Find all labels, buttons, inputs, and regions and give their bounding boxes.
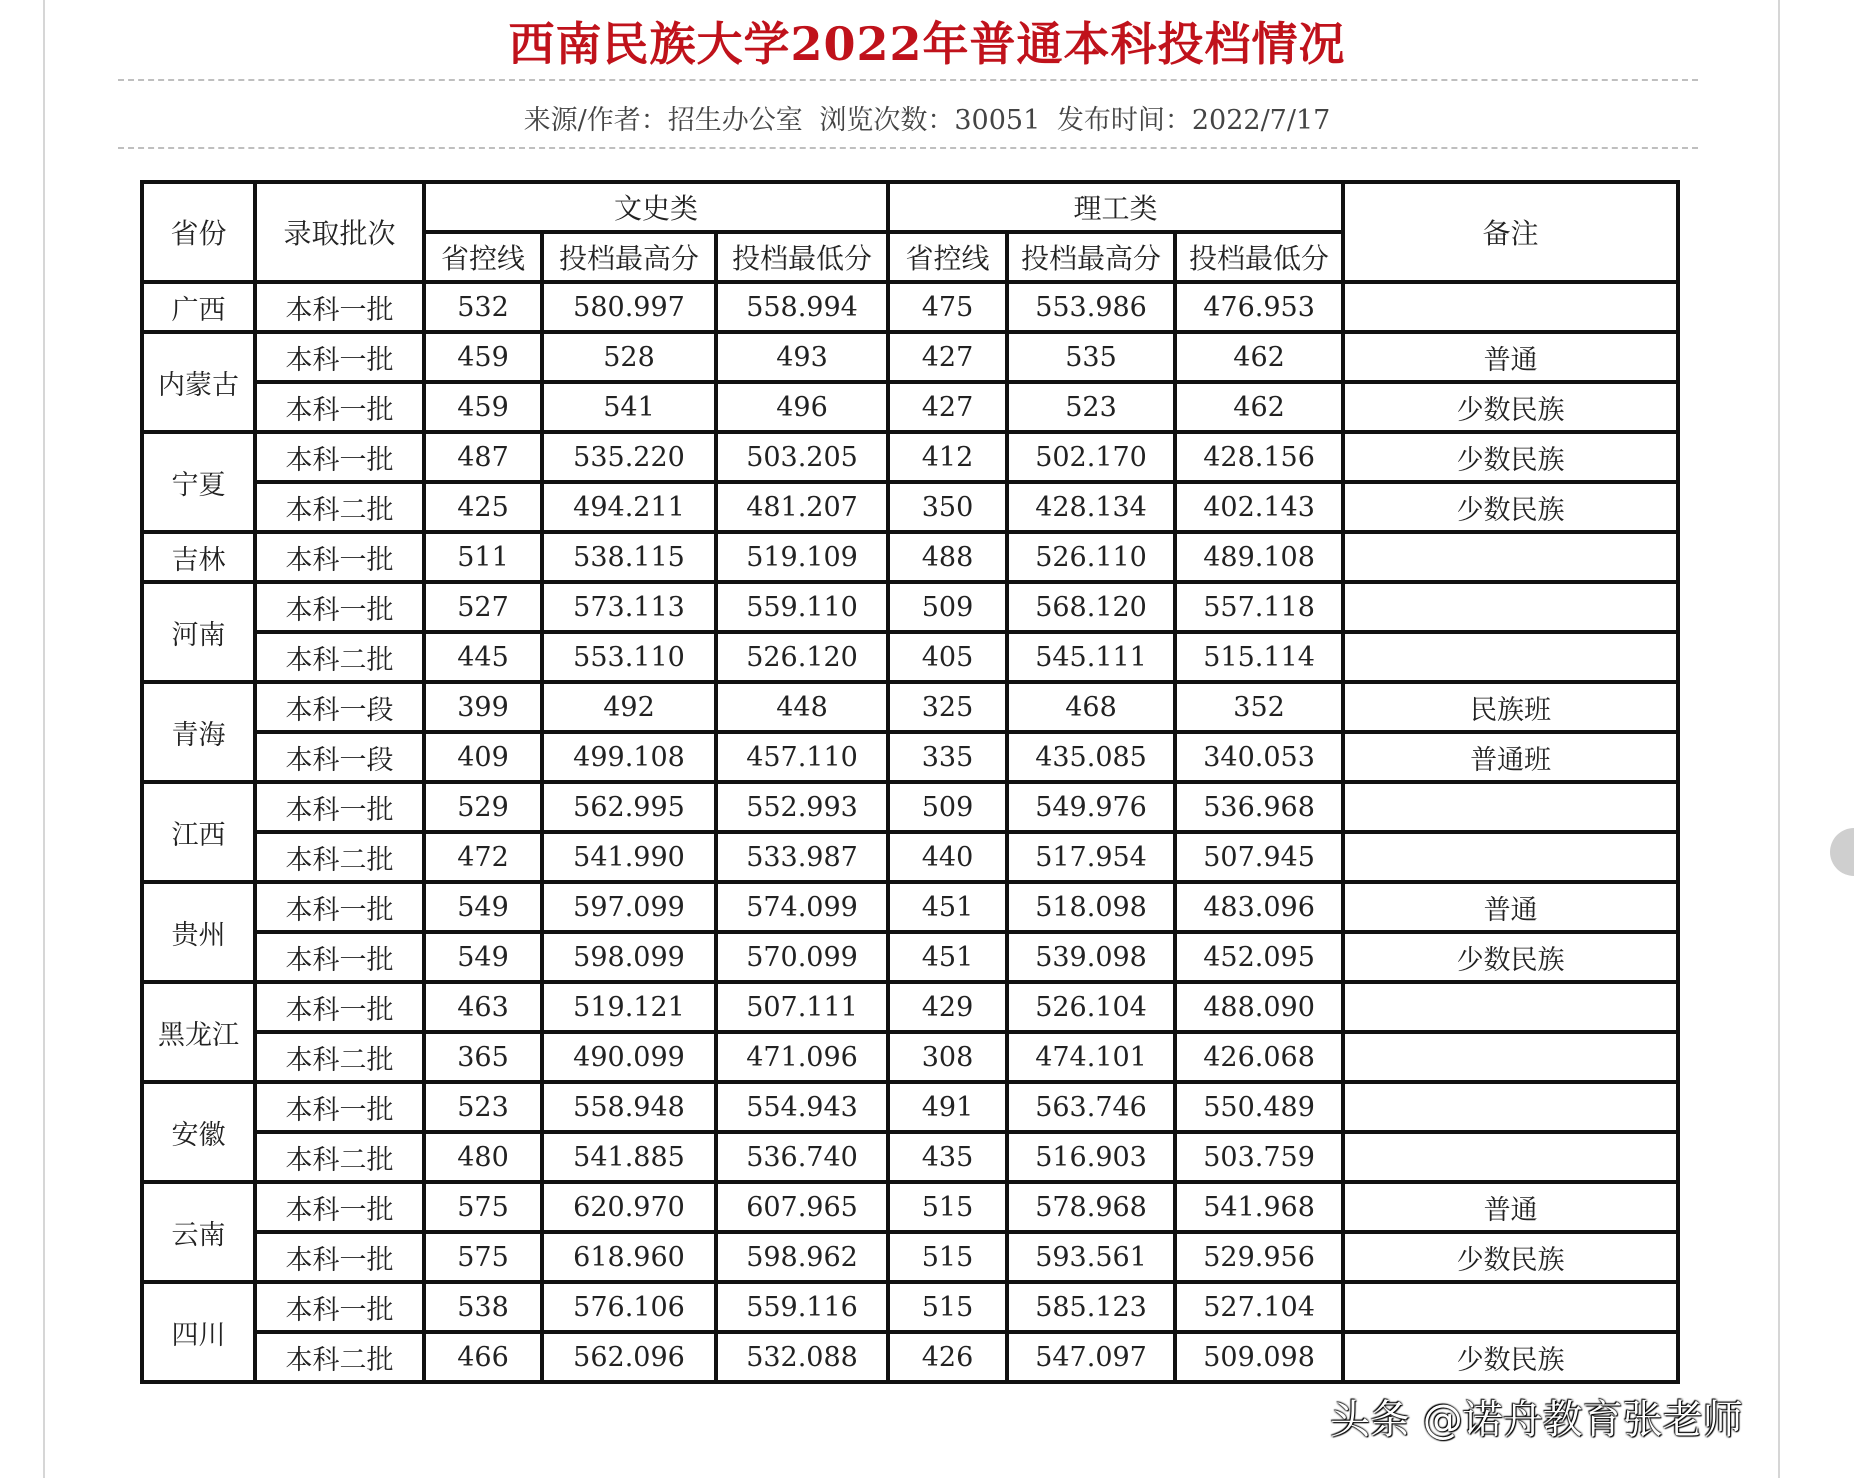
cell-arts-min-score: 558.994 <box>716 282 888 332</box>
cell-province: 吉林 <box>142 532 255 582</box>
header-arts-min-score: 投档最低分 <box>716 232 888 282</box>
cell-arts-max-score: 538.115 <box>542 532 716 582</box>
header-arts-max-score: 投档最高分 <box>542 232 716 282</box>
cell-province: 黑龙江 <box>142 982 255 1082</box>
table-row <box>142 282 1678 332</box>
cell-arts-min-score: 507.111 <box>716 982 888 1032</box>
cell-arts-max-score: 494.211 <box>542 482 716 532</box>
cell-science-max-score: 549.976 <box>1007 782 1175 832</box>
cell-arts-min-score: 496 <box>716 382 888 432</box>
watermark-text: 头条 @诺舟教育张老师 <box>1330 1397 1743 1443</box>
page-border-right <box>1778 0 1780 1478</box>
cell-batch: 本科二批 <box>255 832 424 882</box>
cell-science-max-score: 545.111 <box>1007 632 1175 682</box>
cell-science-control-line: 451 <box>888 882 1007 932</box>
cell-science-max-score: 428.134 <box>1007 482 1175 532</box>
cell-arts-min-score: 570.099 <box>716 932 888 982</box>
cell-science-max-score: 539.098 <box>1007 932 1175 982</box>
cell-arts-control-line: 538 <box>424 1282 542 1332</box>
cell-science-max-score: 502.170 <box>1007 432 1175 482</box>
cell-remark <box>1343 1132 1678 1182</box>
cell-arts-min-score: 532.088 <box>716 1332 888 1382</box>
cell-science-control-line: 350 <box>888 482 1007 532</box>
cell-science-max-score: 468 <box>1007 682 1175 732</box>
cell-science-min-score: 541.968 <box>1175 1182 1343 1232</box>
divider-bottom <box>118 147 1698 149</box>
table-row <box>142 982 1678 1032</box>
cell-science-max-score: 518.098 <box>1007 882 1175 932</box>
cell-province: 江西 <box>142 782 255 882</box>
header-arts: 文史类 <box>424 182 888 232</box>
cell-arts-control-line: 527 <box>424 582 542 632</box>
table-row <box>142 1082 1678 1132</box>
cell-arts-min-score: 526.120 <box>716 632 888 682</box>
cell-remark <box>1343 832 1678 882</box>
cell-science-max-score: 526.110 <box>1007 532 1175 582</box>
cell-arts-max-score: 541.885 <box>542 1132 716 1182</box>
cell-science-min-score: 550.489 <box>1175 1082 1343 1132</box>
cell-province: 贵州 <box>142 882 255 982</box>
cell-batch: 本科一批 <box>255 532 424 582</box>
table-row <box>142 732 1678 782</box>
cell-arts-max-score: 620.970 <box>542 1182 716 1232</box>
cell-arts-control-line: 463 <box>424 982 542 1032</box>
table-row <box>142 932 1678 982</box>
cell-province: 宁夏 <box>142 432 255 532</box>
cell-science-min-score: 428.156 <box>1175 432 1343 482</box>
cell-batch: 本科二批 <box>255 1132 424 1182</box>
cell-science-control-line: 515 <box>888 1182 1007 1232</box>
cell-batch: 本科一批 <box>255 1182 424 1232</box>
cell-remark: 少数民族 <box>1343 432 1678 482</box>
cell-arts-max-score: 553.110 <box>542 632 716 682</box>
cell-science-min-score: 515.114 <box>1175 632 1343 682</box>
cell-arts-max-score: 558.948 <box>542 1082 716 1132</box>
cell-science-max-score: 517.954 <box>1007 832 1175 882</box>
cell-science-min-score: 503.759 <box>1175 1132 1343 1182</box>
cell-remark: 普通 <box>1343 882 1678 932</box>
cell-remark: 少数民族 <box>1343 482 1678 532</box>
cell-province: 四川 <box>142 1282 255 1382</box>
cell-province: 青海 <box>142 682 255 782</box>
table-row <box>142 632 1678 682</box>
cell-arts-max-score: 541.990 <box>542 832 716 882</box>
cell-batch: 本科一批 <box>255 932 424 982</box>
cell-arts-min-score: 493 <box>716 332 888 382</box>
cell-arts-min-score: 471.096 <box>716 1032 888 1082</box>
article-title: 西南民族大学2022年普通本科投档情况 <box>508 17 1346 71</box>
cell-batch: 本科一段 <box>255 682 424 732</box>
table-row <box>142 882 1678 932</box>
cell-batch: 本科一批 <box>255 882 424 932</box>
cell-arts-control-line: 575 <box>424 1232 542 1282</box>
table-row <box>142 482 1678 532</box>
table-row <box>142 582 1678 632</box>
cell-arts-max-score: 576.106 <box>542 1282 716 1332</box>
cell-science-max-score: 523 <box>1007 382 1175 432</box>
cell-arts-max-score: 573.113 <box>542 582 716 632</box>
cell-batch: 本科二批 <box>255 632 424 682</box>
cell-science-min-score: 352 <box>1175 682 1343 732</box>
cell-province: 河南 <box>142 582 255 682</box>
cell-remark: 少数民族 <box>1343 1232 1678 1282</box>
cell-arts-control-line: 487 <box>424 432 542 482</box>
cell-arts-max-score: 580.997 <box>542 282 716 332</box>
side-scroll-handle[interactable] <box>1830 828 1854 876</box>
cell-arts-control-line: 365 <box>424 1032 542 1082</box>
cell-batch: 本科一批 <box>255 432 424 482</box>
admission-score-table <box>140 180 1680 1384</box>
meta-views: 浏览次数：30051 <box>819 105 1041 136</box>
cell-arts-min-score: 457.110 <box>716 732 888 782</box>
cell-science-control-line: 427 <box>888 382 1007 432</box>
cell-science-min-score: 509.098 <box>1175 1332 1343 1382</box>
cell-arts-min-score: 574.099 <box>716 882 888 932</box>
cell-science-control-line: 515 <box>888 1232 1007 1282</box>
cell-science-min-score: 462 <box>1175 382 1343 432</box>
header-remark: 备注 <box>1343 182 1678 282</box>
cell-arts-max-score: 519.121 <box>542 982 716 1032</box>
cell-arts-max-score: 598.099 <box>542 932 716 982</box>
article-meta <box>0 98 1854 137</box>
cell-arts-max-score: 528 <box>542 332 716 382</box>
cell-arts-max-score: 562.096 <box>542 1332 716 1382</box>
table-row <box>142 1232 1678 1282</box>
cell-science-control-line: 475 <box>888 282 1007 332</box>
cell-arts-min-score: 552.993 <box>716 782 888 832</box>
cell-remark <box>1343 1082 1678 1132</box>
table-row <box>142 382 1678 432</box>
cell-remark: 少数民族 <box>1343 382 1678 432</box>
header-science-min-score: 投档最低分 <box>1175 232 1343 282</box>
cell-arts-control-line: 523 <box>424 1082 542 1132</box>
cell-arts-control-line: 459 <box>424 332 542 382</box>
cell-province: 内蒙古 <box>142 332 255 432</box>
cell-science-min-score: 483.096 <box>1175 882 1343 932</box>
cell-science-min-score: 527.104 <box>1175 1282 1343 1332</box>
cell-batch: 本科一批 <box>255 582 424 632</box>
table-row <box>142 1132 1678 1182</box>
header-science-control-line: 省控线 <box>888 232 1007 282</box>
cell-science-max-score: 535 <box>1007 332 1175 382</box>
cell-science-min-score: 402.143 <box>1175 482 1343 532</box>
cell-arts-control-line: 472 <box>424 832 542 882</box>
cell-arts-control-line: 532 <box>424 282 542 332</box>
cell-remark: 普通 <box>1343 1182 1678 1232</box>
cell-arts-control-line: 399 <box>424 682 542 732</box>
cell-science-max-score: 474.101 <box>1007 1032 1175 1082</box>
cell-science-control-line: 426 <box>888 1332 1007 1382</box>
cell-science-control-line: 440 <box>888 832 1007 882</box>
cell-batch: 本科一批 <box>255 982 424 1032</box>
cell-arts-control-line: 549 <box>424 882 542 932</box>
cell-science-min-score: 507.945 <box>1175 832 1343 882</box>
cell-arts-control-line: 466 <box>424 1332 542 1382</box>
cell-batch: 本科二批 <box>255 1332 424 1382</box>
cell-science-control-line: 308 <box>888 1032 1007 1082</box>
table-row <box>142 1182 1678 1232</box>
table-row <box>142 432 1678 482</box>
table-row <box>142 1032 1678 1082</box>
cell-science-control-line: 325 <box>888 682 1007 732</box>
cell-batch: 本科一批 <box>255 382 424 432</box>
cell-arts-min-score: 481.207 <box>716 482 888 532</box>
table-row <box>142 332 1678 382</box>
cell-science-max-score: 547.097 <box>1007 1332 1175 1382</box>
cell-arts-control-line: 480 <box>424 1132 542 1182</box>
cell-remark <box>1343 982 1678 1032</box>
cell-arts-max-score: 541 <box>542 382 716 432</box>
cell-batch: 本科一段 <box>255 732 424 782</box>
cell-arts-min-score: 559.110 <box>716 582 888 632</box>
cell-arts-control-line: 445 <box>424 632 542 682</box>
cell-remark <box>1343 1032 1678 1082</box>
cell-science-min-score: 340.053 <box>1175 732 1343 782</box>
table-row <box>142 1282 1678 1332</box>
cell-science-min-score: 557.118 <box>1175 582 1343 632</box>
cell-science-control-line: 427 <box>888 332 1007 382</box>
cell-arts-control-line: 511 <box>424 532 542 582</box>
cell-arts-control-line: 549 <box>424 932 542 982</box>
cell-science-control-line: 405 <box>888 632 1007 682</box>
cell-remark <box>1343 632 1678 682</box>
cell-science-max-score: 563.746 <box>1007 1082 1175 1132</box>
cell-science-control-line: 509 <box>888 782 1007 832</box>
header-batch: 录取批次 <box>255 182 424 282</box>
cell-province: 安徽 <box>142 1082 255 1182</box>
cell-batch: 本科二批 <box>255 1032 424 1082</box>
cell-science-min-score: 462 <box>1175 332 1343 382</box>
cell-arts-control-line: 409 <box>424 732 542 782</box>
cell-arts-control-line: 529 <box>424 782 542 832</box>
cell-remark <box>1343 1282 1678 1332</box>
cell-science-control-line: 491 <box>888 1082 1007 1132</box>
cell-arts-min-score: 519.109 <box>716 532 888 582</box>
table-body <box>142 282 1678 1382</box>
cell-batch: 本科一批 <box>255 1232 424 1282</box>
cell-arts-control-line: 425 <box>424 482 542 532</box>
header-science-max-score: 投档最高分 <box>1007 232 1175 282</box>
cell-science-min-score: 489.108 <box>1175 532 1343 582</box>
table-row <box>142 532 1678 582</box>
meta-source: 来源/作者：招生办公室 <box>523 105 803 136</box>
table-row <box>142 682 1678 732</box>
cell-remark: 少数民族 <box>1343 1332 1678 1382</box>
cell-batch: 本科一批 <box>255 1082 424 1132</box>
cell-remark: 普通班 <box>1343 732 1678 782</box>
cell-science-control-line: 412 <box>888 432 1007 482</box>
cell-arts-max-score: 618.960 <box>542 1232 716 1282</box>
cell-science-control-line: 335 <box>888 732 1007 782</box>
cell-arts-max-score: 499.108 <box>542 732 716 782</box>
header-science: 理工类 <box>888 182 1343 232</box>
cell-science-max-score: 435.085 <box>1007 732 1175 782</box>
cell-province: 广西 <box>142 282 255 332</box>
cell-arts-control-line: 459 <box>424 382 542 432</box>
meta-published: 发布时间：2022/7/17 <box>1056 105 1331 136</box>
cell-remark: 普通 <box>1343 332 1678 382</box>
header-province: 省份 <box>142 182 255 282</box>
cell-arts-min-score: 559.116 <box>716 1282 888 1332</box>
cell-arts-min-score: 533.987 <box>716 832 888 882</box>
cell-remark: 少数民族 <box>1343 932 1678 982</box>
cell-science-max-score: 593.561 <box>1007 1232 1175 1282</box>
cell-arts-max-score: 535.220 <box>542 432 716 482</box>
cell-science-max-score: 568.120 <box>1007 582 1175 632</box>
cell-science-control-line: 435 <box>888 1132 1007 1182</box>
cell-science-control-line: 509 <box>888 582 1007 632</box>
cell-science-max-score: 578.968 <box>1007 1182 1175 1232</box>
cell-science-min-score: 426.068 <box>1175 1032 1343 1082</box>
table-row <box>142 782 1678 832</box>
table-row <box>142 1332 1678 1382</box>
cell-arts-min-score: 536.740 <box>716 1132 888 1182</box>
cell-arts-min-score: 503.205 <box>716 432 888 482</box>
cell-province: 云南 <box>142 1182 255 1282</box>
cell-arts-max-score: 490.099 <box>542 1032 716 1082</box>
cell-science-control-line: 515 <box>888 1282 1007 1332</box>
cell-science-min-score: 452.095 <box>1175 932 1343 982</box>
cell-remark <box>1343 782 1678 832</box>
cell-science-control-line: 488 <box>888 532 1007 582</box>
cell-science-max-score: 516.903 <box>1007 1132 1175 1182</box>
cell-arts-min-score: 607.965 <box>716 1182 888 1232</box>
cell-remark: 民族班 <box>1343 682 1678 732</box>
cell-science-min-score: 536.968 <box>1175 782 1343 832</box>
table-row <box>142 832 1678 882</box>
cell-remark <box>1343 582 1678 632</box>
cell-batch: 本科一批 <box>255 332 424 382</box>
cell-arts-max-score: 562.995 <box>542 782 716 832</box>
cell-arts-min-score: 448 <box>716 682 888 732</box>
cell-arts-min-score: 598.962 <box>716 1232 888 1282</box>
cell-science-min-score: 476.953 <box>1175 282 1343 332</box>
page-border-left <box>43 0 45 1478</box>
cell-arts-max-score: 492 <box>542 682 716 732</box>
cell-science-control-line: 429 <box>888 982 1007 1032</box>
cell-arts-max-score: 597.099 <box>542 882 716 932</box>
cell-batch: 本科一批 <box>255 782 424 832</box>
cell-science-control-line: 451 <box>888 932 1007 982</box>
cell-arts-min-score: 554.943 <box>716 1082 888 1132</box>
cell-science-min-score: 488.090 <box>1175 982 1343 1032</box>
cell-batch: 本科一批 <box>255 282 424 332</box>
header-arts-control-line: 省控线 <box>424 232 542 282</box>
cell-remark <box>1343 532 1678 582</box>
cell-batch: 本科一批 <box>255 1282 424 1332</box>
cell-science-max-score: 553.986 <box>1007 282 1175 332</box>
cell-science-min-score: 529.956 <box>1175 1232 1343 1282</box>
cell-batch: 本科二批 <box>255 482 424 532</box>
cell-arts-control-line: 575 <box>424 1182 542 1232</box>
divider-top <box>118 79 1698 81</box>
cell-science-max-score: 526.104 <box>1007 982 1175 1032</box>
cell-remark <box>1343 282 1678 332</box>
cell-science-max-score: 585.123 <box>1007 1282 1175 1332</box>
